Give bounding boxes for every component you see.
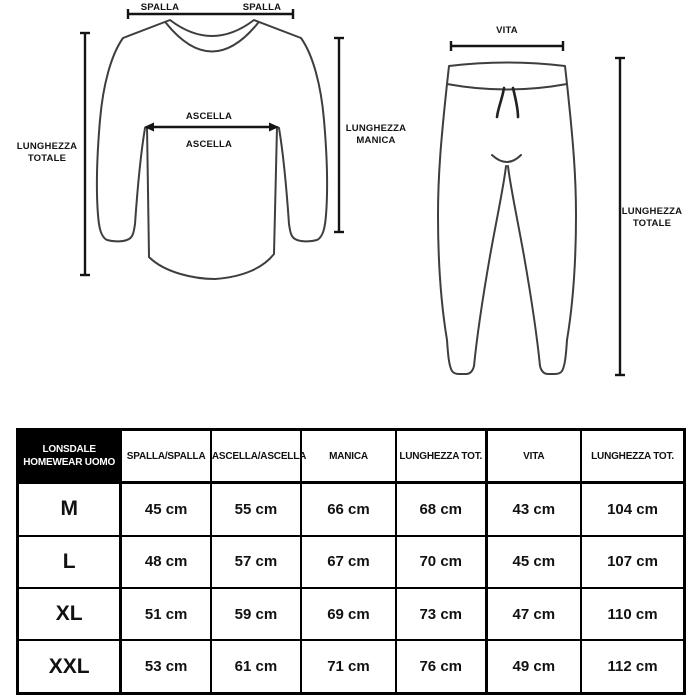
shirt-shoulder-measure bbox=[128, 2, 293, 19]
manica-label-1: LUNGHEZZA bbox=[345, 123, 407, 134]
drawstring-left-icon bbox=[497, 88, 504, 117]
waistband-icon bbox=[447, 63, 567, 90]
value-cell: 69 cm bbox=[301, 588, 396, 640]
value-cell: 51 cm bbox=[121, 588, 211, 640]
value-cell: 49 cm bbox=[486, 640, 581, 693]
value-cell: 110 cm bbox=[581, 588, 684, 640]
value-cell: 68 cm bbox=[396, 483, 486, 536]
pants-drawing bbox=[438, 63, 576, 375]
ascella-bottom-label: ASCELLA bbox=[185, 139, 233, 150]
value-cell: 66 cm bbox=[301, 483, 396, 536]
ascella-top-label: ASCELLA bbox=[185, 111, 233, 122]
spalla-left-label: SPALLA bbox=[140, 2, 180, 13]
value-cell: 59 cm bbox=[211, 588, 301, 640]
value-cell: 67 cm bbox=[301, 536, 396, 588]
shirt-lunghezza-label-1: LUNGHEZZA bbox=[16, 141, 78, 152]
pants-lunghezza-label-2: TOTALE bbox=[632, 218, 672, 229]
pants-lunghezza-label-1: LUNGHEZZA bbox=[621, 206, 683, 217]
size-label: XXL bbox=[18, 640, 121, 693]
table-row bbox=[18, 536, 685, 588]
value-cell: 47 cm bbox=[486, 588, 581, 640]
table-title: LONSDALE HOMEWEAR UOMO bbox=[18, 430, 121, 483]
value-cell: 48 cm bbox=[121, 536, 211, 588]
value-cell: 55 cm bbox=[211, 483, 301, 536]
table-header-row bbox=[18, 430, 685, 483]
value-cell: 53 cm bbox=[121, 640, 211, 693]
value-cell: 43 cm bbox=[486, 483, 581, 536]
table-row bbox=[18, 640, 685, 693]
size-label: M bbox=[18, 483, 121, 536]
shirt-lunghezza-label-2: TOTALE bbox=[27, 153, 67, 164]
manica-label-2: MANICA bbox=[356, 135, 396, 146]
pants-length-measure bbox=[615, 58, 682, 375]
table-row bbox=[18, 483, 685, 536]
col-header-lunghezza-tot-pantalone: LUNGHEZZA TOT. bbox=[581, 430, 684, 483]
pants-right-leg-icon bbox=[508, 84, 576, 374]
drawstring-right-icon bbox=[513, 88, 518, 117]
value-cell: 76 cm bbox=[396, 640, 486, 693]
value-cell: 107 cm bbox=[581, 536, 684, 588]
shirt-length-measure bbox=[17, 33, 90, 275]
pants-left-leg-icon bbox=[438, 84, 506, 374]
col-header-vita: VITA bbox=[486, 430, 581, 483]
sleeve-length-measure bbox=[334, 38, 406, 232]
value-cell: 73 cm bbox=[396, 588, 486, 640]
value-cell: 45 cm bbox=[121, 483, 211, 536]
size-table bbox=[16, 428, 686, 695]
value-cell: 61 cm bbox=[211, 640, 301, 693]
value-cell: 57 cm bbox=[211, 536, 301, 588]
value-cell: 70 cm bbox=[396, 536, 486, 588]
size-label: L bbox=[18, 536, 121, 588]
value-cell: 45 cm bbox=[486, 536, 581, 588]
col-header-lunghezza-tot: LUNGHEZZA TOT. bbox=[396, 430, 486, 483]
table-row bbox=[18, 588, 685, 640]
spalla-right-label: SPALLA bbox=[242, 2, 282, 13]
col-header-ascella: ASCELLA/ASCELLA bbox=[211, 430, 301, 483]
vita-label: VITA bbox=[496, 25, 518, 36]
col-header-manica: MANICA bbox=[301, 430, 396, 483]
value-cell: 104 cm bbox=[581, 483, 684, 536]
value-cell: 71 cm bbox=[301, 640, 396, 693]
size-label: XL bbox=[18, 588, 121, 640]
col-header-spalla: SPALLA/SPALLA bbox=[121, 430, 211, 483]
waist-measure bbox=[451, 25, 563, 51]
value-cell: 112 cm bbox=[581, 640, 684, 693]
